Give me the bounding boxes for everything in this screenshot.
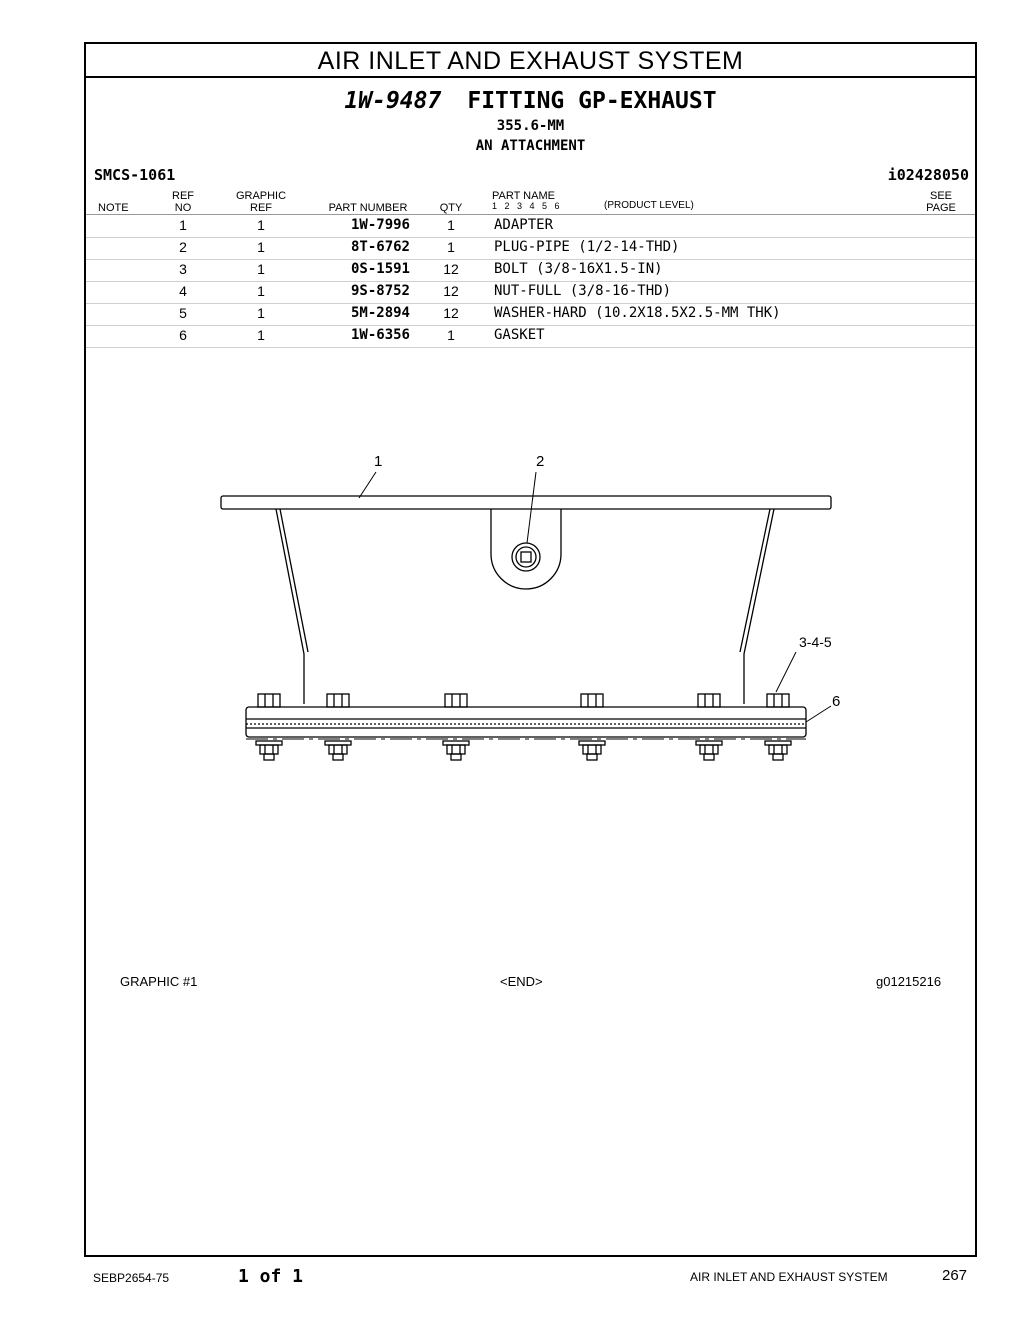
adapter-right-wall-inner	[740, 509, 770, 652]
header-see-bottom: PAGE	[926, 202, 956, 214]
row-graphic-ref: 1	[257, 305, 265, 321]
footer-page-number: 267	[942, 1267, 968, 1284]
header-qty: QTY	[439, 202, 463, 214]
header-product-level: (PRODUCT LEVEL)	[604, 200, 694, 211]
section-title: AIR INLET AND EXHAUST SYSTEM	[86, 44, 975, 78]
page-frame	[84, 42, 977, 1257]
row-qty: 12	[443, 305, 459, 321]
header-part-number: PART NUMBER	[328, 202, 408, 214]
row-ref: 5	[179, 305, 187, 321]
row-ref: 2	[179, 239, 187, 255]
document-identifier: i02428050	[887, 166, 969, 184]
group-name: FITTING GP-EXHAUST	[467, 88, 717, 114]
row-ref: 1	[179, 217, 187, 233]
row-part-name: BOLT (3/8-16X1.5-IN)	[494, 261, 663, 277]
nuts-and-washers	[256, 741, 791, 760]
bolt-heads	[258, 694, 789, 707]
header-levels: 1 2 3 4 5 6	[492, 201, 560, 211]
row-graphic-ref: 1	[257, 283, 265, 299]
footer-section: AIR INLET AND EXHAUST SYSTEM	[690, 1270, 888, 1284]
adapter-top-flange	[221, 496, 831, 509]
row-ref: 6	[179, 327, 187, 343]
plug-boss	[491, 509, 561, 589]
group-part-number: 1W-9487	[344, 88, 442, 114]
exhaust-fitting-drawing	[86, 44, 975, 1255]
row-qty: 1	[447, 327, 455, 343]
leader-1	[359, 472, 376, 498]
callout-1: 1	[374, 453, 383, 470]
graphic-id: g01215216	[876, 974, 942, 989]
row-qty: 1	[447, 217, 455, 233]
end-marker: <END>	[500, 974, 543, 989]
smcs-code: SMCS-1061	[94, 166, 176, 184]
row-graphic-ref: 1	[257, 261, 265, 277]
row-part-name: PLUG-PIPE (1/2-14-THD)	[494, 239, 680, 255]
leader-3-4-5	[776, 652, 796, 692]
row-part-name: ADAPTER	[494, 217, 554, 233]
header-part-name: PART NAME	[492, 190, 555, 202]
row-part-number: 9S-8752	[350, 283, 410, 299]
header-ref-bottom: NO	[174, 202, 192, 214]
row-graphic-ref: 1	[257, 217, 265, 233]
row-part-number: 0S-1591	[350, 261, 410, 277]
row-part-name: WASHER-HARD (10.2X18.5X2.5-MM THK)	[494, 305, 781, 321]
group-size: 355.6-MM	[496, 118, 565, 134]
row-part-name: NUT-FULL (3/8-16-THD)	[494, 283, 672, 299]
plug-inner-ring	[516, 547, 536, 567]
row-ref: 3	[179, 261, 187, 277]
leader-6	[806, 706, 831, 722]
callout-3-4-5: 3-4-5	[799, 634, 832, 650]
footer-page-of: 1 of 1	[238, 1266, 304, 1287]
header-graphic-top: GRAPHIC	[235, 190, 287, 202]
row-ref: 4	[179, 283, 187, 299]
adapter-left-wall	[276, 509, 304, 704]
adapter-left-wall-inner	[280, 509, 308, 652]
row-part-number: 5M-2894	[350, 305, 410, 321]
graphic-caption: GRAPHIC #1	[120, 974, 198, 989]
callout-2: 2	[536, 453, 545, 470]
row-part-number: 8T-6762	[350, 239, 410, 255]
group-attachment: AN ATTACHMENT	[475, 138, 586, 154]
row-graphic-ref: 1	[257, 327, 265, 343]
row-part-number: 1W-7996	[350, 217, 410, 233]
footer-doc-id: SEBP2654-75	[93, 1271, 170, 1285]
bottom-flange	[246, 707, 806, 737]
row-qty: 12	[443, 283, 459, 299]
header-note: NOTE	[98, 202, 129, 214]
row-part-number: 1W-6356	[350, 327, 410, 343]
header-graphic-bottom: REF	[250, 202, 272, 214]
plug-square-drive	[521, 552, 531, 562]
callout-6: 6	[832, 693, 841, 710]
row-qty: 1	[447, 239, 455, 255]
adapter-right-wall	[744, 509, 774, 704]
row-graphic-ref: 1	[257, 239, 265, 255]
leader-2	[527, 472, 536, 543]
row-qty: 12	[443, 261, 459, 277]
header-ref-top: REF	[172, 190, 194, 202]
row-part-name: GASKET	[494, 327, 545, 343]
header-see-top: SEE	[929, 190, 952, 202]
